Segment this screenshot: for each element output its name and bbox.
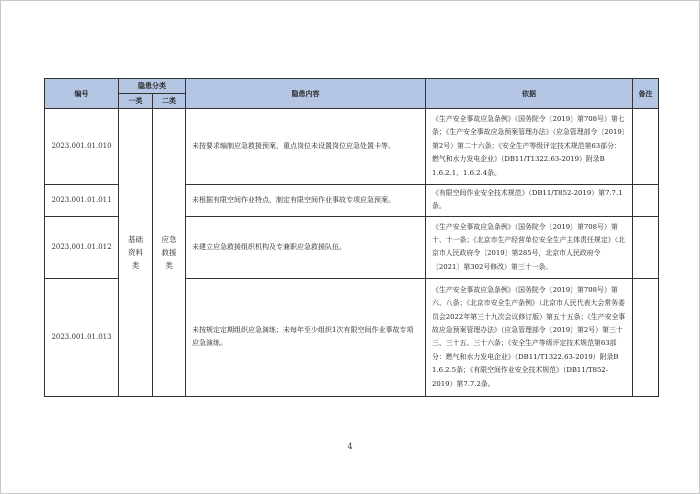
category1-cell: 基础 资料 类 [119, 109, 153, 397]
row-id: 2023.001.01.013 [45, 278, 119, 396]
header-content: 隐患内容 [186, 79, 426, 109]
row-note [633, 216, 659, 278]
row-content: 未根据有限空间作业特点，制定有限空间作业事故专项应急预案。 [186, 185, 426, 217]
row-content: 未按要求编制应急救援预案，重点岗位未设置岗位应急处置卡等。 [186, 109, 426, 185]
page-number: 4 [347, 442, 353, 451]
row-id: 2023.001.01.011 [45, 185, 119, 217]
row-content: 未建立应急救援组织机构及专兼职应急救援队伍。 [186, 216, 426, 278]
row-note [633, 278, 659, 396]
hazard-table [44, 78, 659, 397]
row-basis: 《生产安全事故应急条例》（国务院令〔2019〕第708号）第六、八条；《北京市安全生产条例》（北京市人民代表大会常务委员会2022年第三十九次会议修订版）第五十五条；《生产安全事故应急预案管理办法》（应急管理部令〔2019〕第2号）第三十三、三十五、三十六条；《安全生产等级评定技术规范第63部分：燃气和水力发电企业》（DB11/T1322.63-2019）附录B 1.6.2.5条；《有限空间作业安全技术规范》（DB11/T852-2019）第7.7.2条。 [426, 278, 633, 396]
header-row-1 [45, 79, 659, 94]
header-id: 编号 [45, 79, 119, 109]
header-cat2: 二类 [153, 94, 186, 109]
row-id: 2023.001.01.012 [45, 216, 119, 278]
row-basis: 《有限空间作业安全技术规范》（DB11/T852-2019）第7.7.1条。 [426, 185, 633, 217]
header-cat1: 一类 [119, 94, 153, 109]
table-row [45, 109, 659, 185]
row-content: 未按规定定期组织应急演练；未每年至少组织1次有限空间作业事故专项应急演练。 [186, 278, 426, 396]
header-category-group: 隐患分类 [119, 79, 186, 94]
header-basis: 依据 [426, 79, 633, 109]
header-note: 备注 [633, 79, 659, 109]
row-basis: 《生产安全事故应急条例》（国务院令〔2019〕第708号）第十、十一条；《北京市生产经营单位安全生产主体责任规定》（北京市人民政府令〔2019〕第285号，北京市人民政府令〔2021〕第302号修改）第三十一条。 [426, 216, 633, 278]
row-note [633, 185, 659, 217]
row-basis: 《生产安全事故应急条例》（国务院令〔2019〕第708号）第七条；《生产安全事故应急预案管理办法》（应急管理部令〔2019〕第2号）第二十六条；《安全生产等级评定技术规范第63部分：燃气和水力发电企业》（DB11/T1322.63-2019）附录B 1.6.2.1、1.6.2.4条。 [426, 109, 633, 185]
hazard-table-container [44, 78, 659, 397]
category2-cell: 应急 救援 类 [153, 109, 186, 397]
row-note [633, 109, 659, 185]
row-id: 2023.001.01.010 [45, 109, 119, 185]
